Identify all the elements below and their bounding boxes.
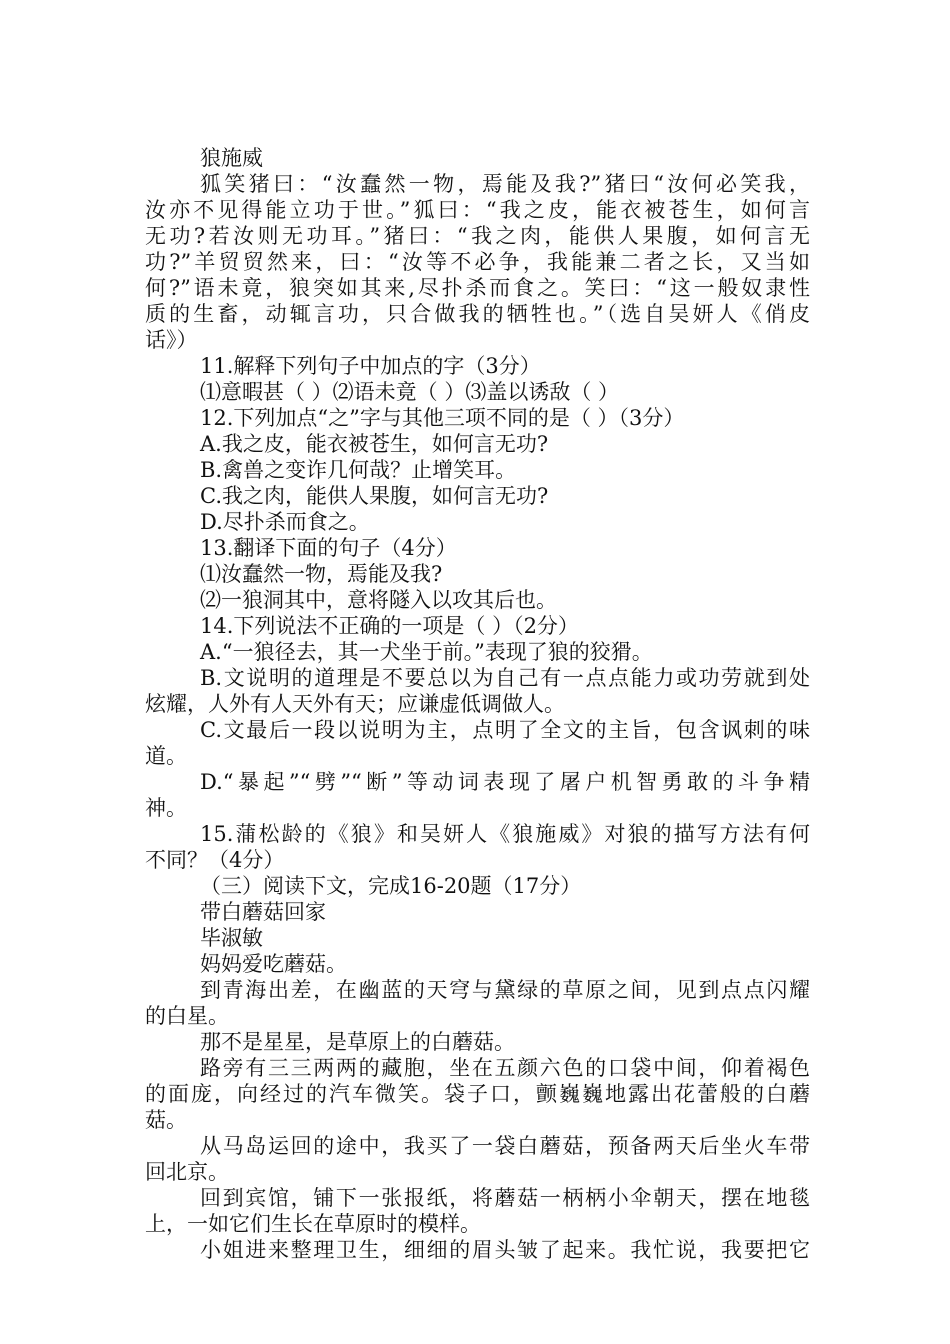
text-line: 那不是星星，是草原上的白蘑菇。 bbox=[200, 1030, 515, 1054]
text-line: 汝亦不见得能立功于世。”狐曰：“我之皮，能衣被苍生，如何言 bbox=[145, 198, 810, 222]
text-line: 14.下列说法不正确的一项是（ ）（2分） bbox=[200, 614, 579, 638]
text-line: 菇。 bbox=[145, 1108, 187, 1132]
text-line: 狼施威 bbox=[200, 146, 263, 170]
text-line: 15.蒲松龄的《狼》和吴妍人《狼施威》对狼的描写方法有何 bbox=[200, 822, 810, 846]
text-line: 路旁有三三两两的藏胞，坐在五颜六色的口袋中间，仰着褐色 bbox=[200, 1056, 810, 1080]
text-line: 何?”语未竟，狼突如其来,尽扑杀而食之。笑曰：“这一般奴隶性 bbox=[145, 276, 810, 300]
text-line: 狐笑猪曰：“汝蠢然一物，焉能及我?”猪曰“汝何必笑我， bbox=[200, 172, 810, 196]
document-body bbox=[145, 145, 810, 1263]
text-line: 12.下列加点“之”字与其他三项不同的是（ ）（3分） bbox=[200, 406, 685, 430]
text-line: 11.解释下列句子中加点的字（3分） bbox=[200, 354, 541, 378]
text-line: ⑴意暇甚（ ）⑵语未竟（ ）⑶盖以诱敌（ ） bbox=[200, 380, 620, 404]
text-line: 道。 bbox=[145, 744, 187, 768]
text-line: ⑵一狼洞其中，意将隧入以攻其后也。 bbox=[200, 588, 557, 612]
text-line: B.禽兽之变诈几何哉？止增笑耳。 bbox=[200, 458, 517, 482]
text-line: A.我之皮，能衣被苍生，如何言无功? bbox=[200, 432, 549, 456]
text-line: D.“暴起”“劈”“断”等动词表现了屠户机智勇敢的斗争精 bbox=[200, 770, 810, 794]
text-line: 回北京。 bbox=[145, 1160, 229, 1184]
text-line: B.文说明的道理是不要总以为自己有一点点能力或功劳就到处 bbox=[200, 666, 810, 690]
text-line: C.我之肉，能供人果腹，如何言无功? bbox=[200, 484, 549, 508]
text-line: 从马岛运回的途中，我买了一袋白蘑菇，预备两天后坐火车带 bbox=[200, 1134, 810, 1158]
text-line: 妈妈爱吃蘑菇。 bbox=[200, 952, 347, 976]
text-line: D.尽扑杀而食之。 bbox=[200, 510, 370, 534]
text-line: 不同？（4分） bbox=[145, 848, 285, 872]
text-line: 带白蘑菇回家 bbox=[200, 900, 326, 924]
text-line: ⑴汝蠢然一物，焉能及我? bbox=[200, 562, 443, 586]
text-line: 炫耀，人外有人天外有天；应谦虚低调做人。 bbox=[145, 692, 565, 716]
text-line: C.文最后一段以说明为主，点明了全文的主旨，包含讽刺的味 bbox=[200, 718, 810, 742]
text-line: 话》） bbox=[145, 328, 198, 352]
text-line: A.“一狼径去，其一犬坐于前。”表现了狼的狡猾。 bbox=[200, 640, 653, 664]
text-line: 上，一如它们生长在草原时的模样。 bbox=[145, 1212, 481, 1236]
text-line: 13.翻译下面的句子（4分） bbox=[200, 536, 457, 560]
text-line: 回到宾馆，铺下一张报纸，将蘑菇一柄柄小伞朝天，摆在地毯 bbox=[200, 1186, 810, 1210]
text-line: 的面庞，向经过的汽车微笑。袋子口，颤巍巍地露出花蕾般的白蘑 bbox=[145, 1082, 810, 1106]
text-line: 无功?若汝则无功耳。”猪曰：“我之肉，能供人果腹，如何言无 bbox=[145, 224, 810, 248]
text-line: 小姐进来整理卫生，细细的眉头皱了起来。我忙说，我要把它 bbox=[200, 1238, 810, 1262]
text-line: （三）阅读下文，完成16-20题（17分） bbox=[200, 874, 582, 898]
text-line: 神。 bbox=[145, 796, 187, 820]
text-line: 的白星。 bbox=[145, 1004, 229, 1028]
text-line: 到青海出差，在幽蓝的天穹与黛绿的草原之间，见到点点闪耀 bbox=[200, 978, 810, 1002]
text-line: 功?”羊贸贸然来，曰：“汝等不必争，我能兼二者之长，又当如 bbox=[145, 250, 810, 274]
text-line: 质的生畜，动辄言功，只合做我的牺牲也。”（选自吴妍人《俏皮 bbox=[145, 302, 810, 326]
text-line: 毕淑敏 bbox=[200, 926, 263, 950]
